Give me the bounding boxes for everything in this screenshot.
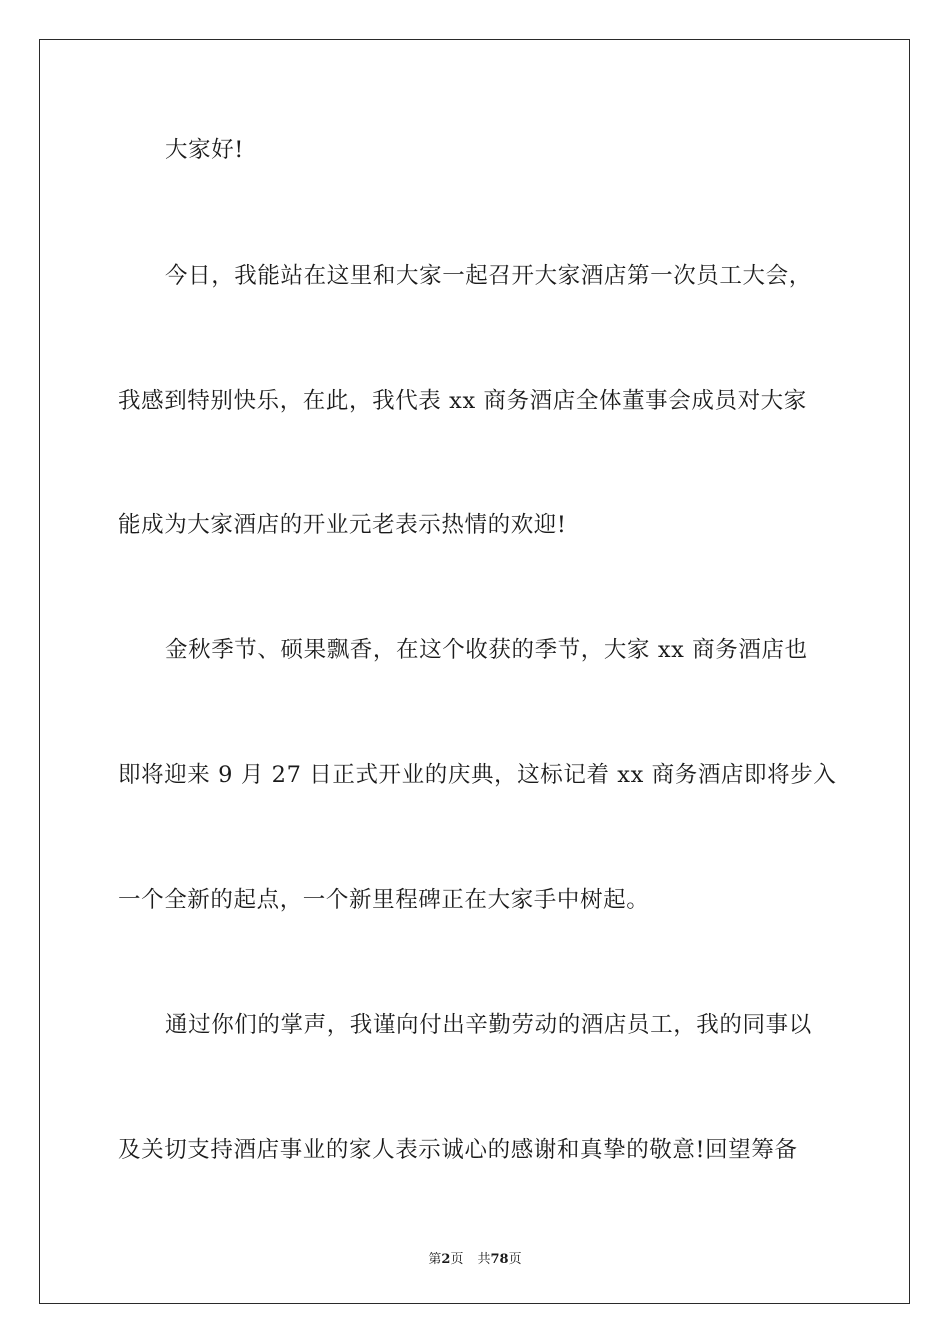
text-line: 今日，我能站在这里和大家一起召开大家酒店第一次员工大会，: [165, 263, 812, 289]
total-pages-number: 78: [490, 1252, 509, 1267]
current-page-number: 2: [441, 1252, 451, 1267]
page-suffix: 页: [450, 1252, 464, 1267]
text-line: 金秋季节、硕果飘香，在这个收获的季节，大家 xx 商务酒店也: [165, 637, 808, 663]
text-line: 通过你们的掌声，我谨向付出辛勤劳动的酒店员工，我的同事以: [165, 1012, 812, 1038]
text-line: 一个全新的起点，一个新里程碑正在大家手中树起。: [118, 887, 650, 913]
page-footer: [0, 1248, 950, 1267]
text-line: 及关切支持酒店事业的家人表示诚心的感谢和真挚的敬意!回望筹备: [118, 1137, 798, 1163]
text-line: 即将迎来 9 月 27 日正式开业的庆典，这标记着 xx 商务酒店即将步入: [118, 762, 837, 788]
page-border: [39, 39, 910, 1304]
page-prefix: 第: [428, 1252, 442, 1267]
total-prefix: 共: [477, 1252, 491, 1267]
total-suffix: 页: [508, 1252, 522, 1267]
text-line: 能成为大家酒店的开业元老表示热情的欢迎!: [118, 512, 567, 538]
text-line: 我感到特别快乐，在此，我代表 xx 商务酒店全体董事会成员对大家: [118, 388, 807, 414]
text-line-greeting: 大家好!: [165, 137, 244, 163]
